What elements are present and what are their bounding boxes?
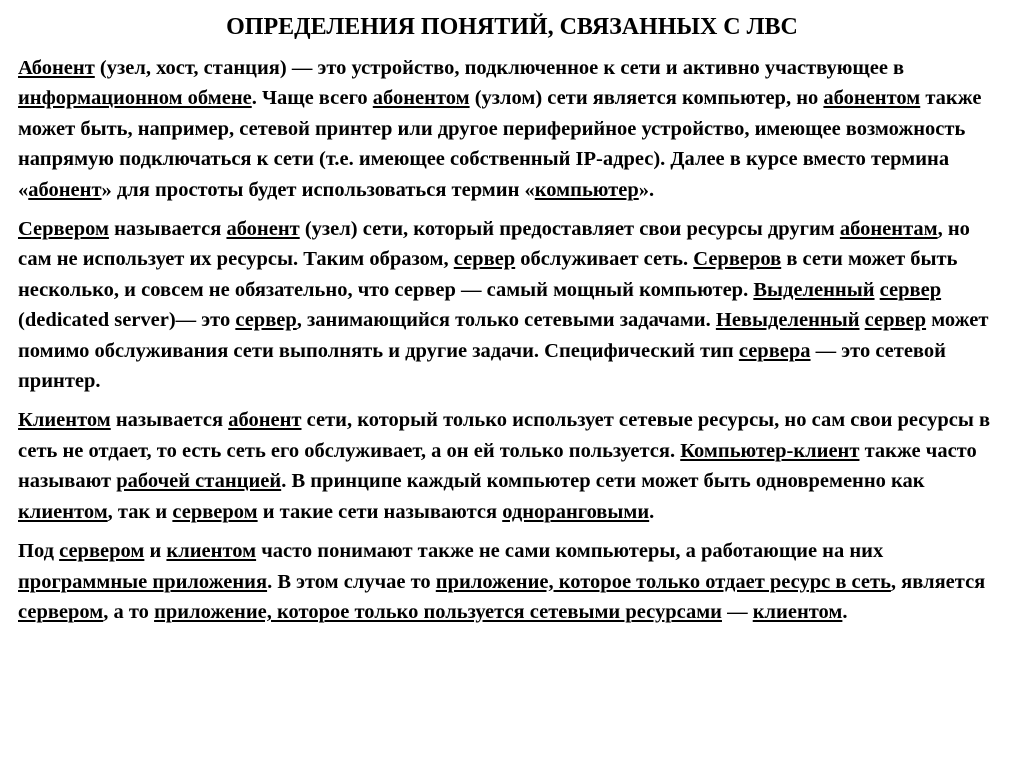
text-run: может помимо обслуживания сети выполнять и другие задачи. Специфический тип bbox=[18, 309, 989, 362]
text-run: также часто называют bbox=[18, 439, 977, 493]
underlined-term: Выделенный bbox=[753, 278, 875, 301]
underlined-term: Компьютер-клиент bbox=[680, 439, 860, 462]
text-run: , является bbox=[890, 570, 986, 593]
underlined-term: абонентом bbox=[823, 87, 921, 110]
underlined-term: сервер bbox=[864, 309, 927, 332]
underlined-term: абонент bbox=[228, 409, 302, 432]
text-run: (узлом) сети является компьютер, но bbox=[469, 87, 824, 110]
text-run: Под bbox=[18, 540, 60, 563]
paragraph-applications bbox=[18, 536, 1006, 627]
underlined-term: рабочей станцией bbox=[116, 470, 282, 493]
text-run: называется bbox=[110, 409, 229, 432]
text-run: , занимающийся только сетевыми задачами. bbox=[296, 309, 716, 332]
text-run: (узел) сети, который предоставляет свои ресурсы другим bbox=[299, 218, 840, 241]
text-run: . Чаще всего bbox=[251, 87, 373, 110]
underlined-term: информационном обмене bbox=[18, 87, 252, 110]
underlined-term: одноранговыми bbox=[502, 500, 650, 523]
text-run: » для простоты будет использоваться термин « bbox=[101, 178, 535, 201]
underlined-term: сервера bbox=[738, 339, 811, 362]
underlined-term: компьютер bbox=[534, 178, 639, 201]
underlined-term: сервер bbox=[879, 278, 942, 301]
slide-title: ОПРЕДЕЛЕНИЯ ПОНЯТИЙ, СВЯЗАННЫХ С ЛВС bbox=[226, 14, 798, 40]
paragraph-client bbox=[18, 405, 1006, 527]
underlined-term: абонентам bbox=[839, 218, 938, 241]
paragraph-subscriber bbox=[18, 53, 1006, 205]
text-run: (узел, хост, станция) — это устройство, подключенное к сети и активно участвующее в bbox=[94, 57, 905, 79]
underlined-term: сервер bbox=[235, 309, 297, 332]
underlined-term: клиентом bbox=[18, 500, 108, 523]
underlined-term: программные приложения bbox=[18, 570, 268, 593]
text-run: — bbox=[721, 600, 753, 623]
text-run: . В этом случае то bbox=[267, 570, 436, 593]
text-run: в сети может быть несколько, и совсем не обязательно, что сервер — самый мощный компьютер. bbox=[18, 248, 958, 301]
underlined-term: приложение, которое только отдает ресурс в сеть bbox=[435, 570, 891, 593]
paragraph-server bbox=[18, 214, 1006, 396]
underlined-term: абонентом bbox=[372, 87, 470, 110]
text-run: также может быть, например, сетевой принтер или другое периферийное устройство, имеющее возможность напрямую подключаться к сети (т.е. имеющее собственный IP-адрес). Далее в курсе вместо термина « bbox=[18, 87, 982, 201]
text-run: (dedicated server)— это bbox=[18, 309, 236, 332]
underlined-term: приложение, которое только пользуется сетевыми ресурсами bbox=[154, 600, 722, 623]
text-run: , но сам не использует их ресурсы. Таким образом, bbox=[18, 218, 970, 271]
underlined-term: сервер bbox=[453, 248, 516, 271]
underlined-term: сервером bbox=[172, 500, 258, 523]
text-run: . bbox=[649, 500, 655, 523]
underlined-term: абонент bbox=[28, 178, 102, 201]
text-run: . В принципе каждый компьютер сети может быть одновременно как bbox=[281, 470, 925, 493]
text-run: , а то bbox=[103, 600, 155, 623]
underlined-term: клиентом bbox=[166, 540, 257, 563]
text-run: называется bbox=[108, 218, 227, 241]
underlined-term: сервером bbox=[59, 540, 145, 563]
text-run: . bbox=[842, 600, 848, 623]
underlined-term: Серверов bbox=[693, 248, 782, 271]
underlined-term: сервером bbox=[18, 600, 104, 623]
underlined-term: абонент bbox=[226, 218, 300, 241]
underlined-term: Абонент bbox=[18, 57, 95, 79]
text-run: и такие сети называются bbox=[257, 500, 503, 523]
text-run: — это сетевой принтер. bbox=[18, 339, 946, 393]
text-run: часто понимают также не сами компьютеры, а работающие на них bbox=[256, 540, 884, 563]
underlined-term: Сервером bbox=[18, 218, 109, 241]
text-run: ». bbox=[638, 178, 655, 201]
text-run: сети, который только использует сетевые ресурсы, но сам свои ресурсы в сеть не отдает, то есть сеть его обслуживает, а он ей только пользуется. bbox=[18, 409, 991, 462]
underlined-term: Невыделенный bbox=[715, 309, 860, 332]
underlined-term: клиентом bbox=[752, 600, 843, 623]
text-run: и bbox=[144, 540, 167, 563]
text-run: обслуживает сеть. bbox=[515, 248, 694, 271]
text-run: , так и bbox=[107, 500, 173, 523]
underlined-term: Клиентом bbox=[18, 409, 111, 432]
